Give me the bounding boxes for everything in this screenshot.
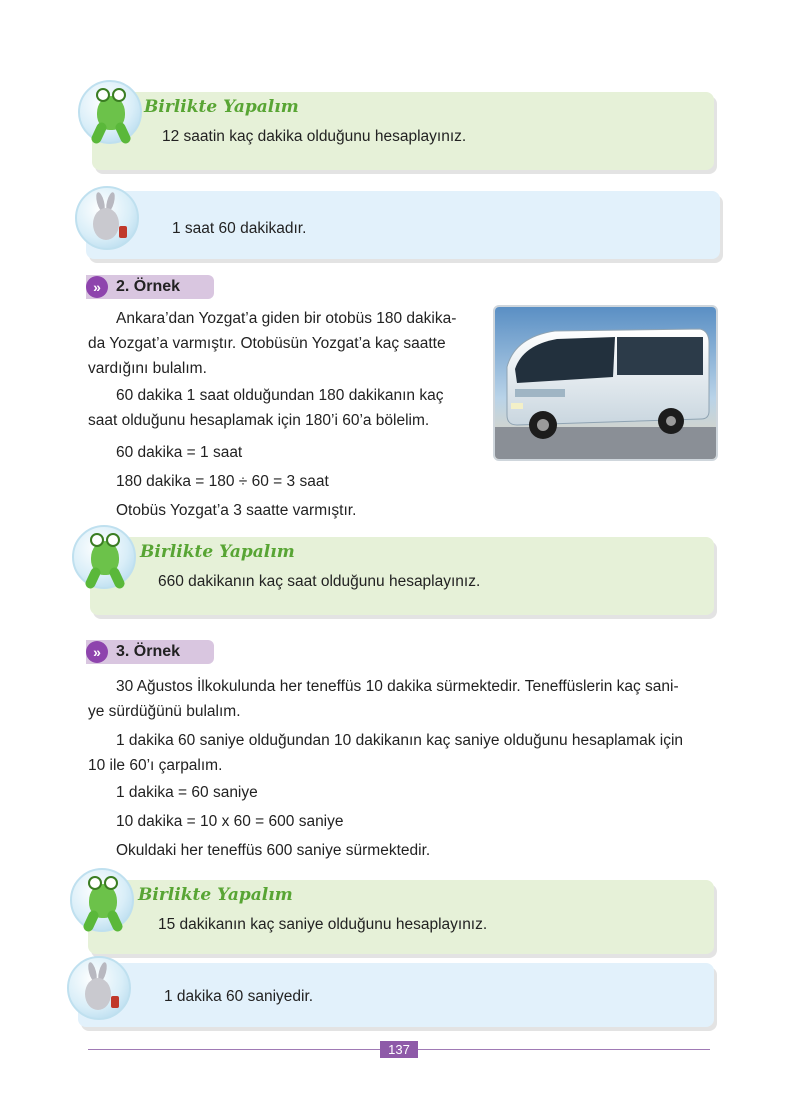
example-2-line-7: 180 dakika = 180 ÷ 60 = 3 saat: [116, 473, 329, 490]
info-text-2: 1 dakika 60 saniyedir.: [164, 988, 314, 1005]
bunny-mascot-icon: [75, 186, 139, 250]
activity-title-1: Birlikte Yapalım: [144, 97, 299, 117]
frog-mascot-icon: [72, 525, 136, 589]
example-2-line-1: Ankara’dan Yozgat’a giden bir otobüs 180 dakika-: [116, 310, 457, 327]
example-3-title: 3. Örnek: [116, 643, 181, 660]
example-2-line-5: saat olduğunu hesaplamak için 180’i 60’a bölelim.: [88, 412, 430, 429]
example-3-label: [86, 640, 214, 664]
example-3-line-3: 1 dakika 60 saniye olduğundan 10 dakikanın kaç saniye olduğunu hesaplamak için: [116, 732, 684, 749]
example-2-line-8: Otobüs Yozgat’a 3 saatte varmıştır.: [116, 502, 357, 519]
activity-text-3: 15 dakikanın kaç saniye olduğunu hesaplayınız.: [158, 916, 488, 933]
double-chevron-icon: »: [86, 276, 108, 298]
activity-text-1: 12 saatin kaç dakika olduğunu hesaplayınız.: [162, 128, 467, 145]
activity-text-2: 660 dakikanın kaç saat olduğunu hesaplayınız.: [158, 573, 481, 590]
example-2-label: [86, 275, 214, 299]
example-2-line-2: da Yozgat’a varmıştır. Otobüsün Yozgat’a kaç saatte: [88, 335, 446, 352]
footer-line-left: [88, 1049, 380, 1050]
info-text-1: 1 saat 60 dakikadır.: [172, 220, 307, 237]
footer-line-right: [418, 1049, 710, 1050]
example-3-line-1: 30 Ağustos İlkokulunda her teneffüs 10 dakika sürmektedir. Teneffüslerin kaç sani-: [116, 678, 679, 695]
example-3-line-6: 10 dakika = 10 x 60 = 600 saniye: [116, 813, 344, 830]
bus-image: [493, 305, 718, 461]
activity-title-2: Birlikte Yapalım: [140, 542, 295, 562]
example-2-line-3: vardığını bulalım.: [88, 360, 207, 377]
frog-mascot-icon: [78, 80, 142, 144]
example-3-line-5: 1 dakika = 60 saniye: [116, 784, 258, 801]
activity-title-3: Birlikte Yapalım: [138, 885, 293, 905]
page-number: 137: [380, 1041, 418, 1058]
frog-mascot-icon: [70, 868, 134, 932]
example-2-line-4: 60 dakika 1 saat olduğundan 180 dakikanın kaç: [116, 387, 444, 404]
example-3-line-4: 10 ile 60’ı çarpalım.: [88, 757, 223, 774]
bunny-mascot-icon: [67, 956, 131, 1020]
example-2-title: 2. Örnek: [116, 278, 181, 295]
example-3-line-7: Okuldaki her teneffüs 600 saniye sürmektedir.: [116, 842, 431, 859]
example-3-line-2: ye sürdüğünü bulalım.: [88, 703, 241, 720]
example-2-line-6: 60 dakika = 1 saat: [116, 444, 243, 461]
double-chevron-icon: »: [86, 641, 108, 663]
